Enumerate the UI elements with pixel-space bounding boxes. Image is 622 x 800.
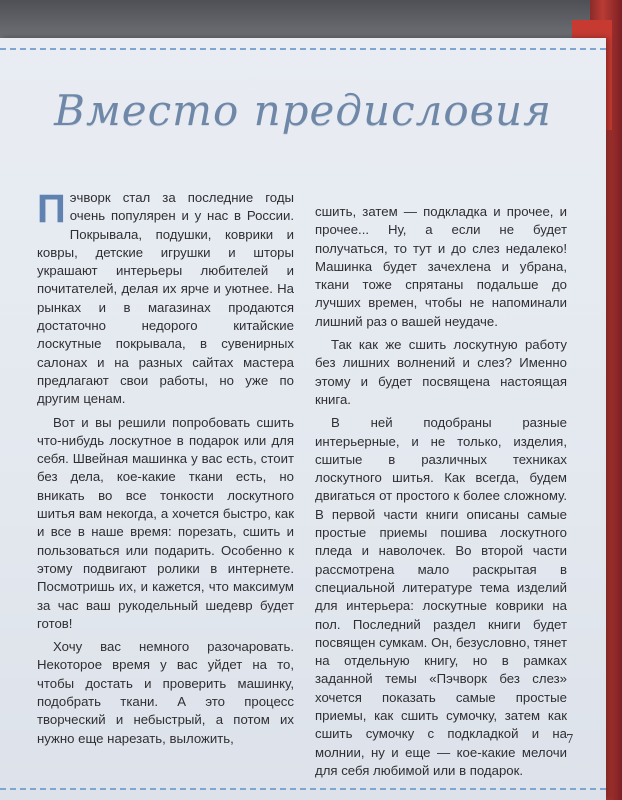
page-number: 7 [566,732,574,746]
text-column-right [315,203,567,785]
paragraph: В ней подобраны разные интерьерные, и не только, изделия, сшитые в различных техниках лоскутного шитья. Как всегда, будем двигаться от простого к более сложному. В первой части книги описаны самые простые приемы пошива лоскутного пледа и наволочек. Во второй части рассмотрена мало раскрытая в специальной литературе тема изделий для интерьера: лоскутные коврики на пол. Последний раздел книги будет посвящен сумкам. Он, безусловно, тянет на отдельную книгу, но в рамках заданной темы «Пэчворк без слез» хочется показать самые простые приемы, как сшить сумочку, затем как сшить сумочку с подкладкой и на молнии, ну и еще — кое-какие мелочи для себя любимой или в подарок. [315,415,567,778]
book-page [0,38,606,800]
paragraph: сшить, затем — подкладка и прочее, и прочее... Ну, а если не будет получаться, то тут и до слез недалеко! Машинка будет зачехлена и убрана, ткани тоже спрятаны подальше до лучших времен, чтобы не напоминали лишний раз о вашей неудаче. [315,204,567,329]
paragraph: Хочу вас немного разочаровать. Некоторое время у вас уйдет на то, чтобы достать и проверить машинку, подобрать ткани. А это процесс творческий и небыстрый, а потом их нужно еще нарезать, выложить, [37,639,294,746]
paragraph: Вот и вы решили попробовать сшить что-нибудь лоскутное в подарок или для себя. Швейная машинка у вас есть, стоит без дела, кое-какие ткани есть, но вникать во все тонкости лоскутного шитья вам некогда, а хочется быстро, как и все в наше время: порезать, сшить и пользоваться или подарить. Особенно к этому подвигают ролики в интернете. Посмотришь их, и кажется, что максимум за час ваш рукодельный шедевр будет готов! [37,414,294,631]
paragraph: Так как же сшить лоскутную работу без лишних волнений и слез? Именно этому и будет посвящена настоящая книга. [315,337,567,407]
text-column-left [37,189,294,753]
page-title: Вместо предисловия [54,86,552,135]
decorative-stitch-bottom [0,788,606,790]
drop-cap: П [37,187,66,231]
decorative-stitch-top [0,48,606,50]
paragraph [37,189,294,409]
paragraph-text: эчворк стал за последние годы очень популярен и у нас в России. Покрывала, подушки, коврики и ковры, детские игрушки и шторы украшают интерьеры любителей и почитателей, делая их ярче и уютнее. На рынках и в магазинах продаются достаточно недорого китайские лоскутные покрывала, в сувенирных салонах и на разных сайтах мастера предлагают свои работы, но уже по другим ценам. [37,190,294,407]
